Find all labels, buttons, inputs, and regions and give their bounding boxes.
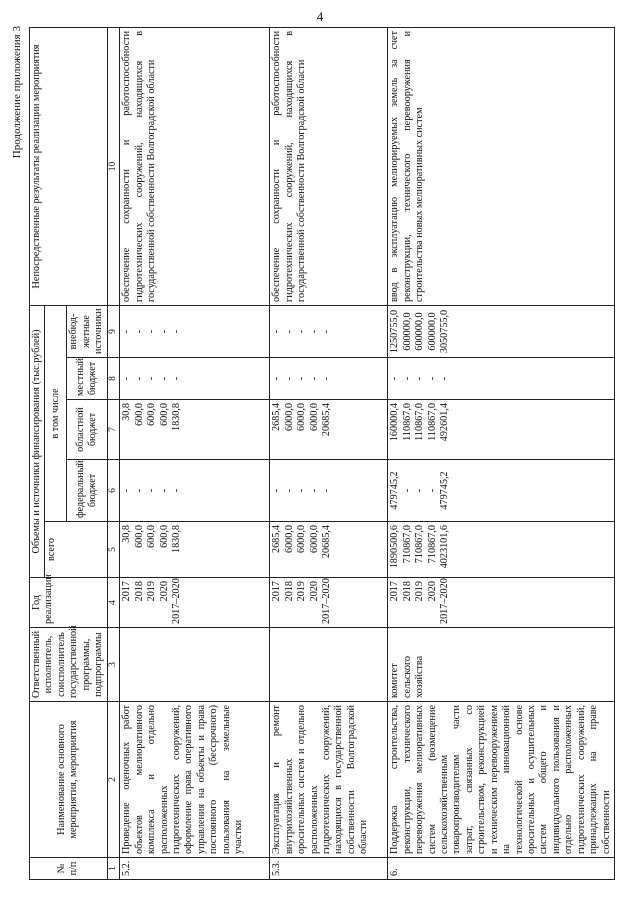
header-fed: федеральный бюджет bbox=[67, 460, 107, 522]
row-total bbox=[120, 522, 270, 578]
row-extra-value: 3050755,0 bbox=[438, 309, 450, 354]
row-local-value: - bbox=[296, 376, 308, 381]
row-federal-value: - bbox=[121, 488, 133, 493]
row-extra-value: 1250755,0 bbox=[389, 309, 401, 354]
row-extra-value: - bbox=[170, 329, 182, 334]
row-extra-value: - bbox=[158, 329, 170, 334]
table-row bbox=[388, 27, 615, 879]
row-regional-value: 6000,0 bbox=[283, 403, 295, 432]
row-years-value: 2018 bbox=[283, 581, 295, 602]
row-regional-value: 600,0 bbox=[158, 403, 170, 426]
row-years bbox=[270, 578, 388, 628]
row-total-value: 710867,0 bbox=[414, 525, 426, 564]
rotated-page bbox=[5, 20, 610, 880]
header-row-1 bbox=[30, 27, 45, 879]
row-years-value: 2017–2020 bbox=[320, 578, 332, 624]
row-local-value: - bbox=[146, 376, 158, 381]
row-local-value: - bbox=[320, 376, 332, 381]
row-local-value: - bbox=[133, 376, 145, 381]
row-local bbox=[270, 358, 388, 400]
row-years-value: 2018 bbox=[401, 581, 413, 602]
row-extra-value: - bbox=[121, 329, 133, 334]
row-regional-value: 6000,0 bbox=[308, 403, 320, 432]
continuation-label: Продолжение приложения 3 bbox=[11, 26, 23, 159]
row-local-value: - bbox=[158, 376, 170, 381]
header-obl: областной бюджет bbox=[67, 400, 107, 460]
row-extra-value: - bbox=[320, 329, 332, 334]
row-responsible bbox=[120, 628, 270, 702]
row-extra-value: - bbox=[296, 329, 308, 334]
row-regional-value: 20685,4 bbox=[320, 403, 332, 437]
row-total-value: 6000,0 bbox=[308, 525, 320, 554]
row-years-value: 2020 bbox=[158, 581, 170, 602]
row-years bbox=[388, 578, 615, 628]
row-total-value: 4023101,6 bbox=[438, 525, 450, 569]
row-name: Поддержка строительства, реконструкции, технического перевооружения мелиоративных систем (возмещение сельскохозяйственным товаропроизводителям части затрат, связанных со строительством, реконструкцией и техническим перевооружением на инновационной технологической основе оросительных и осушительных систем общего и индивидуального пользования и отдельно расположенных гидротехнических сооружений, принадлежащих на праве собственности bbox=[388, 702, 615, 858]
row-local-value: - bbox=[271, 376, 283, 381]
row-regional bbox=[388, 400, 615, 460]
row-years-value: 2020 bbox=[426, 581, 438, 602]
row-local-value: - bbox=[121, 376, 133, 381]
row-regional-value: 160000,4 bbox=[389, 403, 401, 442]
row-federal-value: - bbox=[170, 488, 182, 493]
row-local-value: - bbox=[308, 376, 320, 381]
page-number: 4 bbox=[316, 9, 324, 24]
header-year: Год реализации bbox=[30, 578, 108, 628]
row-regional-value: 110867,0 bbox=[401, 403, 413, 441]
column-number: 4 bbox=[107, 578, 120, 628]
row-regional-value: 1830,8 bbox=[170, 403, 182, 432]
row-total-value: 30,8 bbox=[121, 525, 133, 543]
table-row bbox=[270, 27, 388, 879]
row-local-value: - bbox=[438, 376, 450, 381]
column-number: 5 bbox=[107, 522, 120, 578]
header-num: № п/п bbox=[30, 858, 108, 880]
row-regional-value: 30,8 bbox=[121, 403, 133, 421]
row-regional-value: 110867,0 bbox=[426, 403, 438, 441]
column-number: 7 bbox=[107, 400, 120, 460]
row-number: 5.3. bbox=[270, 858, 388, 880]
row-extra-value: - bbox=[308, 329, 320, 334]
row-federal-value: - bbox=[320, 488, 332, 493]
row-result: обеспечение сохранности и работоспособности гидротехнических сооружений, находящихся в государственной собственности Волгоградской области bbox=[120, 27, 270, 305]
row-extra-value: - bbox=[146, 329, 158, 334]
row-years-value: 2017–2020 bbox=[438, 578, 450, 624]
row-total-value: 6000,0 bbox=[296, 525, 308, 554]
row-total-value: 600,0 bbox=[158, 525, 170, 548]
program-table bbox=[29, 27, 615, 880]
row-federal bbox=[270, 460, 388, 522]
row-result: обеспечение сохранности и работоспособности гидротехнических сооружений, находящихся в государственной собственности Волгоградской области bbox=[270, 27, 388, 305]
row-federal-value: - bbox=[414, 488, 426, 493]
row-number: 5.2. bbox=[120, 858, 270, 880]
row-extra-value: 600000,0 bbox=[414, 312, 426, 351]
row-federal-value: - bbox=[133, 488, 145, 493]
row-years bbox=[120, 578, 270, 628]
row-local bbox=[120, 358, 270, 400]
column-number: 9 bbox=[107, 305, 120, 357]
row-local-value: - bbox=[283, 376, 295, 381]
row-local-value: - bbox=[426, 376, 438, 381]
row-total-value: 2685,4 bbox=[271, 525, 283, 554]
row-local-value: - bbox=[389, 376, 401, 381]
row-total bbox=[270, 522, 388, 578]
row-extra-value: 600000,0 bbox=[401, 312, 413, 351]
row-regional-value: 110867,0 bbox=[414, 403, 426, 441]
row-years-value: 2017 bbox=[271, 581, 283, 602]
column-number: 8 bbox=[107, 358, 120, 400]
row-federal-value: - bbox=[308, 488, 320, 493]
row-years-value: 2020 bbox=[308, 581, 320, 602]
row-years-value: 2017–2020 bbox=[170, 578, 182, 624]
row-federal-value: 479745,2 bbox=[438, 471, 450, 510]
row-years-value: 2017 bbox=[389, 581, 401, 602]
row-extra bbox=[270, 305, 388, 357]
row-regional-value: 600,0 bbox=[146, 403, 158, 426]
row-responsible bbox=[270, 628, 388, 702]
row-result: ввод в эксплуатацию мелиорируемых земель за счет реконструкции, технического перевооружения и строительства новых мелиоративных систем bbox=[388, 27, 615, 305]
row-regional-value: 492601,4 bbox=[438, 403, 450, 442]
row-total-value: 6000,0 bbox=[283, 525, 295, 554]
row-federal-value: - bbox=[146, 488, 158, 493]
row-federal-value: 479745,2 bbox=[389, 471, 401, 510]
row-total-value: 1830,8 bbox=[170, 525, 182, 554]
row-total-value: 600,0 bbox=[133, 525, 145, 548]
row-years-value: 2019 bbox=[146, 581, 158, 602]
row-regional-value: 6000,0 bbox=[296, 403, 308, 432]
row-name: Эксплуатация и ремонт внутрихозяйственных оросительных систем и отдельно расположенных гидротехнических сооружений, находящихся в государственной собственности Волгоградской области bbox=[270, 702, 388, 858]
header-incl: в том числе bbox=[45, 305, 67, 521]
column-number: 6 bbox=[107, 460, 120, 522]
row-years-value: 2017 bbox=[121, 581, 133, 602]
row-total-value: 1890500,6 bbox=[389, 525, 401, 569]
column-number: 10 bbox=[107, 27, 120, 305]
row-federal-value: - bbox=[401, 488, 413, 493]
row-extra-value: - bbox=[133, 329, 145, 334]
row-regional-value: 600,0 bbox=[133, 403, 145, 426]
row-total-value: 710867,0 bbox=[401, 525, 413, 564]
row-responsible: комитет сельского хозяйства bbox=[388, 628, 615, 702]
row-federal-value: - bbox=[158, 488, 170, 493]
row-years-value: 2019 bbox=[296, 581, 308, 602]
row-name: Проведение оценочных работ объектов мелиоративного комплекса и отдельно расположенных гидротехнических сооружений, оформление права оперативного управления на объекты и права постоянного (бессрочного) пользования на земельные участки bbox=[120, 702, 270, 858]
row-local-value: - bbox=[414, 376, 426, 381]
row-federal-value: - bbox=[296, 488, 308, 493]
row-years-value: 2019 bbox=[414, 581, 426, 602]
row-federal-value: - bbox=[426, 488, 438, 493]
column-number: 1 bbox=[107, 858, 120, 880]
row-number: 6. bbox=[388, 858, 615, 880]
row-local bbox=[388, 358, 615, 400]
header-name: Наименование основного мероприятия, мероприятия bbox=[30, 702, 108, 858]
row-total-value: 710867,0 bbox=[426, 525, 438, 564]
table-row bbox=[120, 27, 270, 879]
row-federal-value: - bbox=[283, 488, 295, 493]
row-regional bbox=[270, 400, 388, 460]
header-result: Непосредственные результаты реализации мероприятия bbox=[30, 27, 108, 305]
column-number-row bbox=[107, 27, 120, 879]
row-extra bbox=[120, 305, 270, 357]
column-number: 3 bbox=[107, 628, 120, 702]
header-finance: Объемы и источники финансирования (тыс.рублей) bbox=[30, 305, 45, 577]
row-total-value: 600,0 bbox=[146, 525, 158, 548]
row-local-value: - bbox=[401, 376, 413, 381]
row-federal bbox=[388, 460, 615, 522]
header-loc: местный бюджет bbox=[67, 358, 107, 400]
row-total bbox=[388, 522, 615, 578]
row-regional bbox=[120, 400, 270, 460]
row-regional-value: 2685,4 bbox=[271, 403, 283, 432]
row-years-value: 2018 bbox=[133, 581, 145, 602]
row-local-value: - bbox=[170, 376, 182, 381]
header-responsible: Ответственный исполнитель, соисполнитель государственной программы, подпрограммы bbox=[30, 628, 108, 702]
row-extra-value: - bbox=[283, 329, 295, 334]
column-number: 2 bbox=[107, 702, 120, 858]
row-total-value: 20685,4 bbox=[320, 525, 332, 559]
header-total: всего bbox=[45, 522, 107, 578]
row-extra-value: 600000,0 bbox=[426, 312, 438, 351]
row-federal-value: - bbox=[271, 488, 283, 493]
row-extra bbox=[388, 305, 615, 357]
header-ext: внебюд-жетные источники bbox=[67, 305, 107, 357]
row-federal bbox=[120, 460, 270, 522]
row-extra-value: - bbox=[271, 329, 283, 334]
